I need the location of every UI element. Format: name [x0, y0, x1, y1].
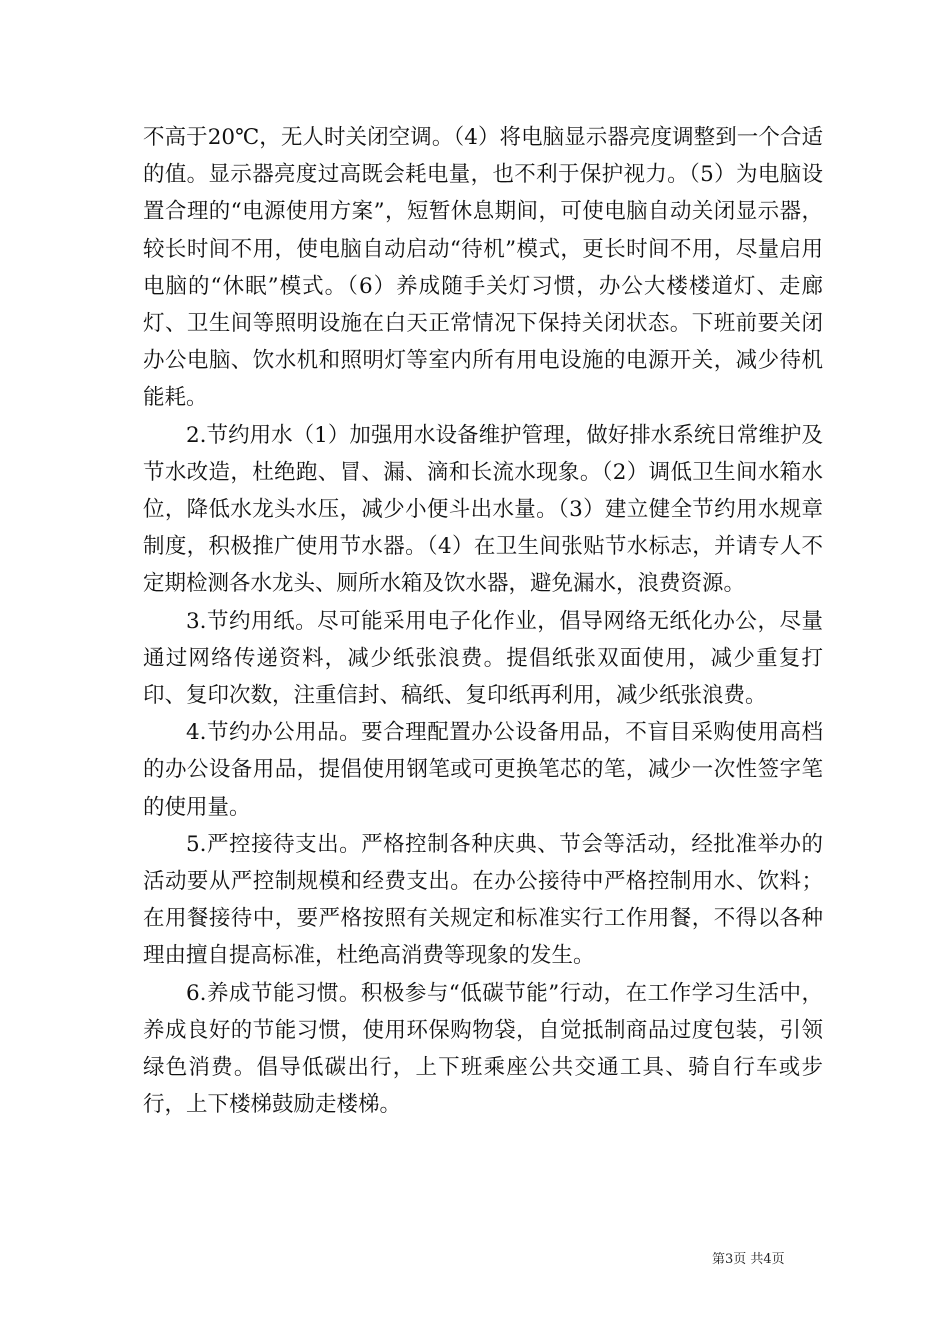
paragraph-reception-control: 5.严控接待支出。严格控制各种庆典、节会等活动，经批准举办的活动要从严控制规模和经费支出。在办公接待中严格控制用水、饮料；在用餐接待中，要严格按照有关规定和标准实行工作用餐，不得以各种理由擅自提高标准，杜绝高消费等现象的发生。 [143, 831, 823, 969]
document-body [143, 119, 823, 1123]
paragraph-office-supplies: 4.节约办公用品。要合理配置办公设备用品，不盲目采购使用高档的办公设备用品，提倡使用钢笔或可更换笔芯的笔，减少一次性签字笔的使用量。 [143, 720, 823, 820]
paragraph-paper-saving: 3.节约用纸。尽可能采用电子化作业，倡导网络无纸化办公，尽量通过网络传递资料，减少纸张浪费。提倡纸张双面使用，减少重复打印、复印次数，注重信封、稿纸、复印纸再利用，减少纸张浪费。 [143, 608, 823, 709]
paragraph-energy-habits: 6.养成节能习惯。积极参与“低碳节能”行动，在工作学习生活中，养成良好的节能习惯，使用环保购物袋，自觉抵制商品过度包装，引领绿色消费。倡导低碳出行，上下班乘座公共交通工具、骑自行车或步行，上下楼梯鼓励走楼梯。 [143, 980, 823, 1118]
page-number-footer: 第3页 共4页 [712, 1252, 785, 1267]
paragraph-water-saving: 2.节约用水（1）加强用水设备维护管理，做好排水系统日常维护及节水改造，杜绝跑、冒、漏、滴和长流水现象。（2）调低卫生间水箱水位，降低水龙头水压，减少小便斗出水量。（3）建立健全节约用水规章制度，积极推广使用节水器。（4）在卫生间张贴节水标志，并请专人不定期检测各水龙头、厕所水箱及饮水器，避免漏水，浪费资源。 [143, 422, 823, 597]
paragraph-continued: 不高于20℃，无人时关闭空调。（4）将电脑显示器亮度调整到一个合适的值。显示器亮度过高既会耗电量，也不利于保护视力。（5）为电脑设置合理的“电源使用方案”，短暂休息期间，可使电脑自动关闭显示器，较长时间不用，使电脑自动启动“待机”模式，更长时间不用，尽量启用电脑的“休眠”模式。（6）养成随手关灯习惯，办公大楼楼道灯、走廊灯、卫生间等照明设施在白天正常情况下保持关闭状态。下班前要关闭办公电脑、饮水机和照明灯等室内所有用电设施的电源开关，减少待机能耗。 [143, 125, 823, 411]
